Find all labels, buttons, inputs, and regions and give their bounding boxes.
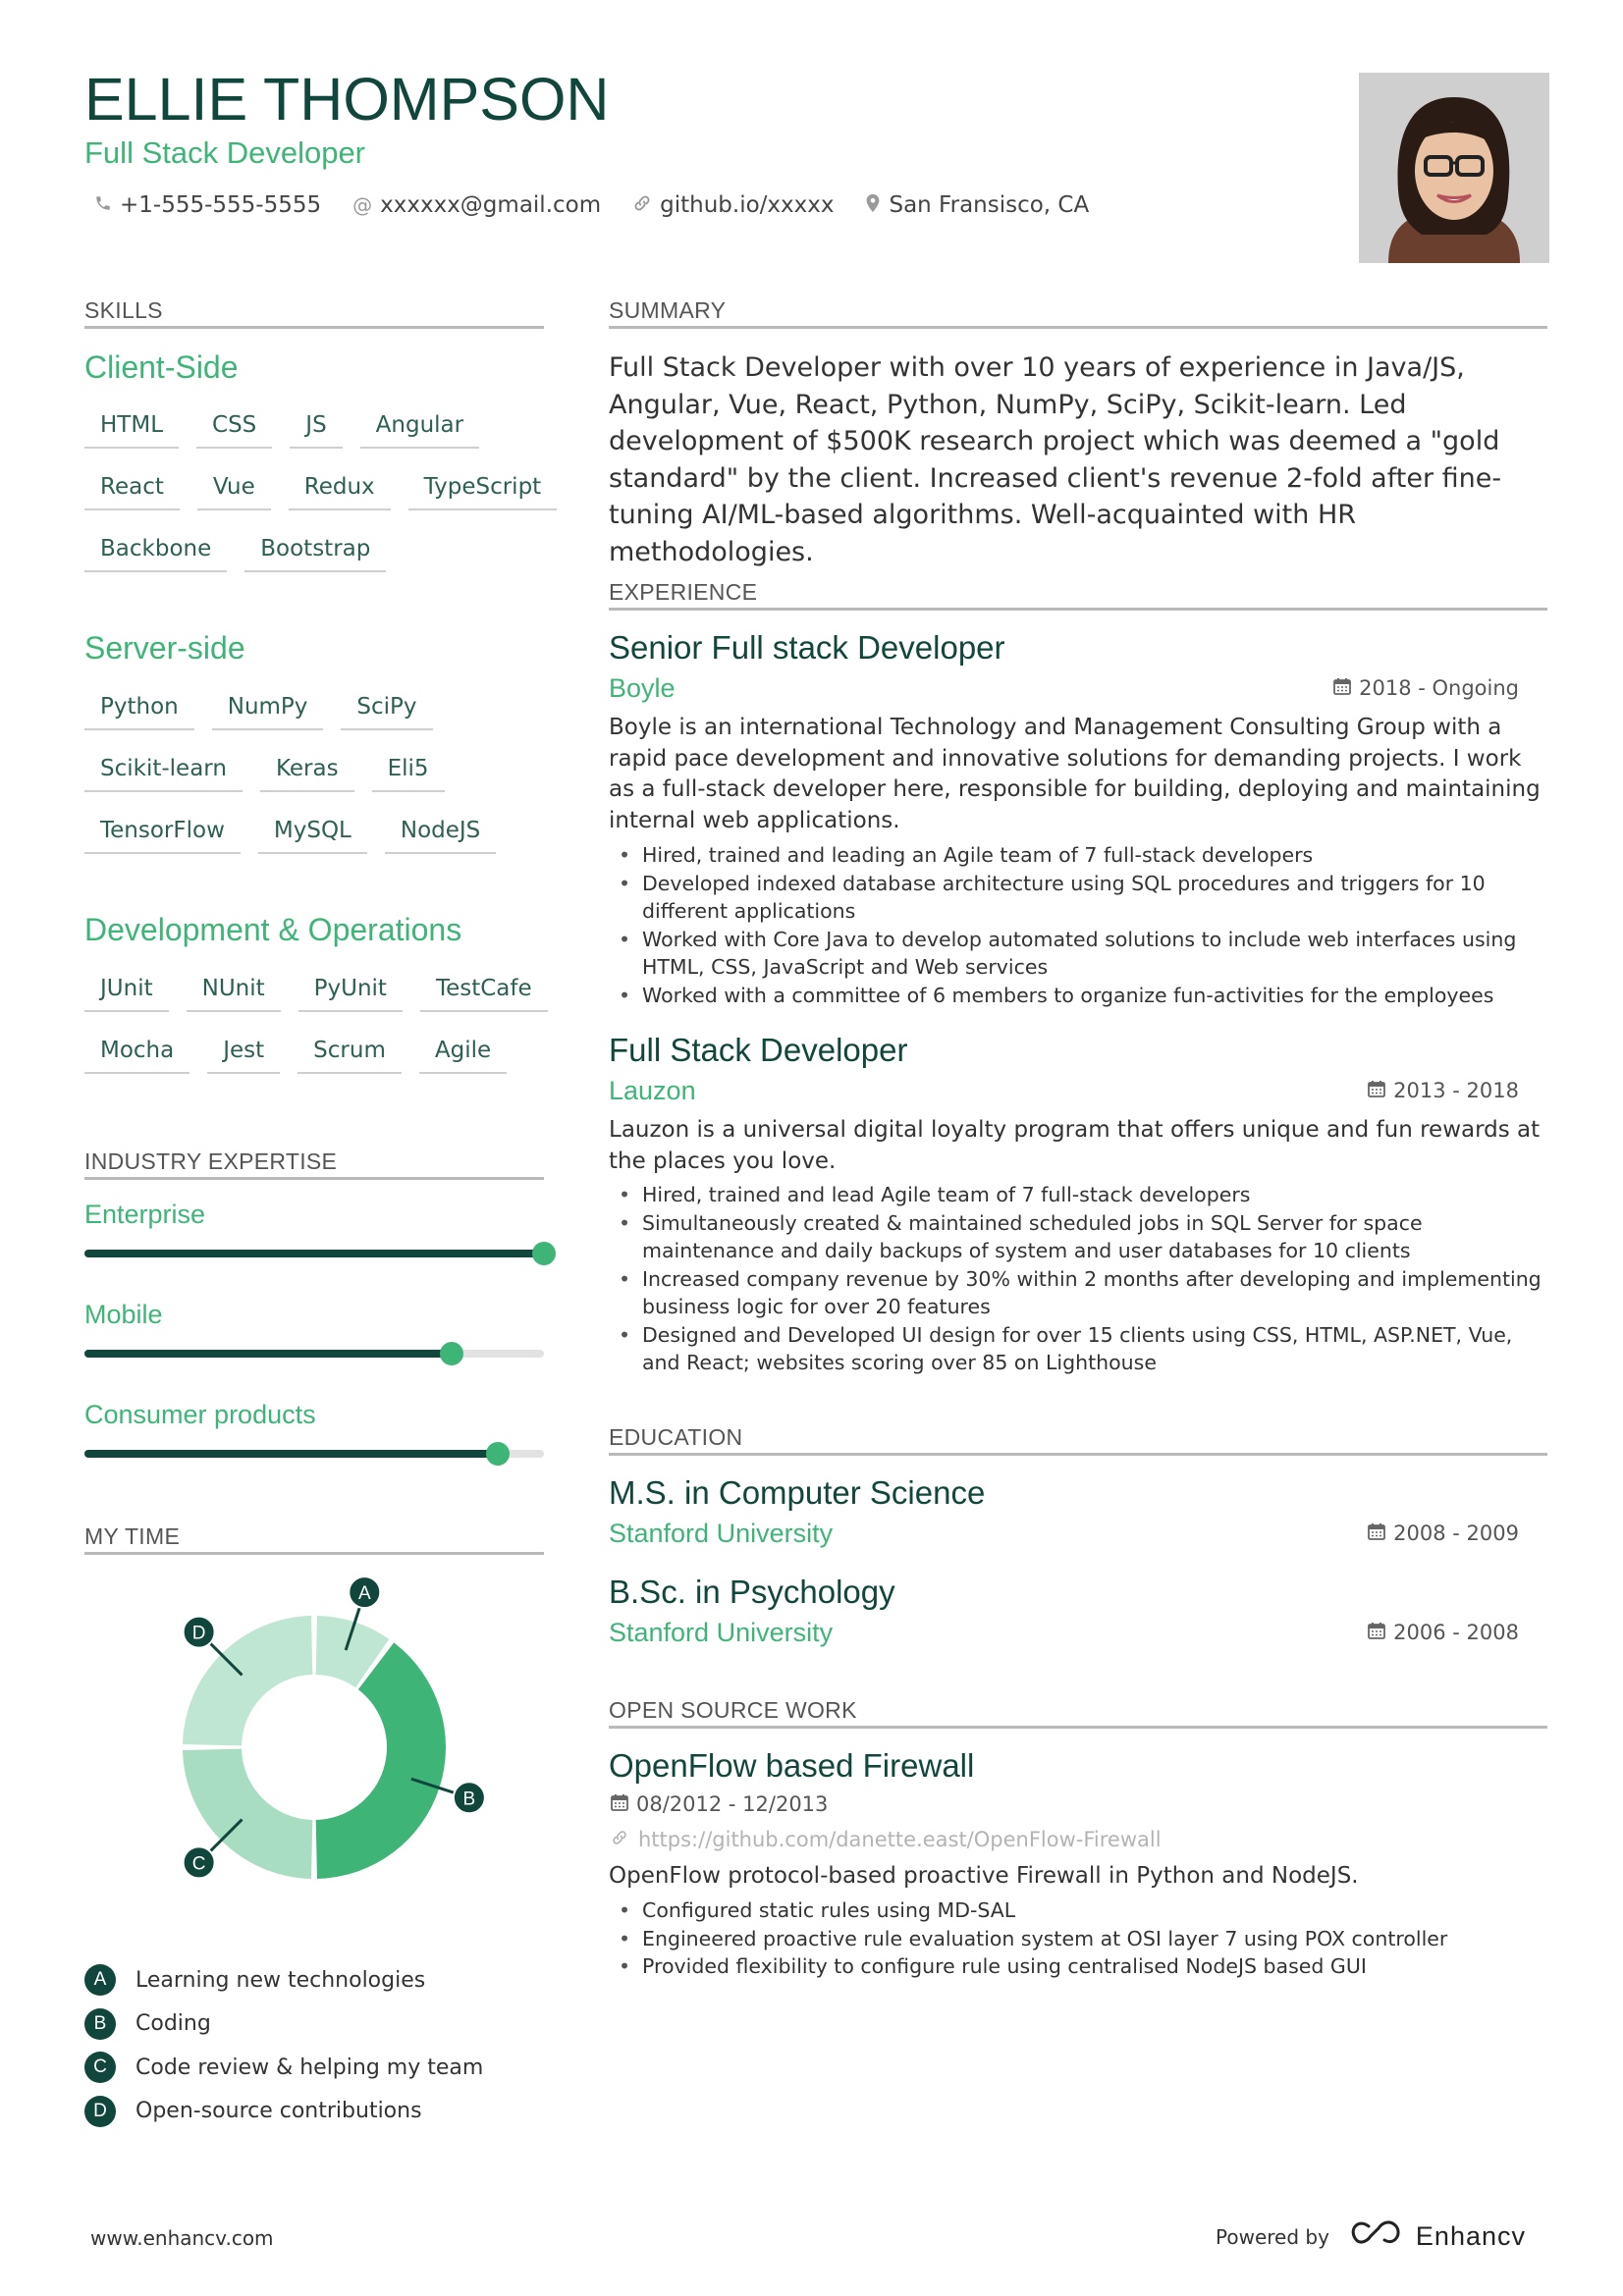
project-link-text[interactable]: https://github.com/danette.east/OpenFlow-Firewall	[638, 1828, 1162, 1851]
school-name: Stanford University	[609, 1618, 834, 1647]
skill-tag: TestCafe	[420, 972, 548, 1012]
skill-tag: NUnit	[187, 972, 281, 1012]
legend-badge: D	[84, 2096, 116, 2127]
project-link[interactable]	[611, 1828, 1162, 1851]
skill-tag: Scrum	[298, 1034, 402, 1074]
skill-tag: Keras	[260, 752, 354, 792]
bullet-item: • Hired, trained and leading an Agile team of 7 full-stack developers	[609, 841, 1551, 870]
education-dates	[1368, 1621, 1519, 1644]
my-time-heading: MY TIME	[84, 1523, 181, 1549]
skills-divider	[84, 326, 544, 329]
brand-name: Enhancv	[1415, 2221, 1526, 2251]
calendar-icon	[1368, 1522, 1385, 1545]
calendar-icon	[611, 1792, 628, 1816]
skill-tag: CSS	[196, 408, 272, 449]
enhancv-logo-icon	[1349, 2220, 1404, 2253]
skill-tag-row	[84, 972, 548, 1012]
legend-label: Open-source contributions	[135, 2099, 422, 2124]
skill-tag: Scikit-learn	[84, 752, 243, 792]
job-description: Lauzon is a universal digital loyalty program that offers unique and fun rewards at the places you love.	[609, 1117, 1541, 1174]
skill-tag: Angular	[360, 408, 479, 449]
bullet-item: • Hired, trained and lead Agile team of 7 full-stack developers	[609, 1181, 1551, 1209]
skill-group-title: Client-Side	[84, 349, 239, 385]
expertise-bar-fill	[84, 1350, 452, 1358]
skill-tag: Vue	[197, 470, 271, 510]
calendar-icon	[1368, 1621, 1385, 1644]
time-legend	[84, 1958, 483, 2133]
project-dates-text: 08/2012 - 12/2013	[636, 1792, 829, 1816]
experience-heading: EXPERIENCE	[609, 579, 758, 605]
expertise-bar	[84, 1450, 544, 1458]
donut-slice-b	[316, 1642, 446, 1879]
contact-phone-text: +1-555-555-5555	[120, 192, 322, 218]
contact-website-text: github.io/xxxxx	[660, 192, 835, 218]
skill-tag: Bootstrap	[244, 532, 386, 572]
skills-heading: SKILLS	[84, 297, 163, 323]
legend-item	[84, 2002, 483, 2047]
contact-phone	[94, 192, 321, 218]
skill-tag-row	[84, 690, 433, 730]
skill-tag: Jest	[207, 1034, 280, 1074]
degree-title: B.Sc. in Psychology	[609, 1574, 895, 1610]
bullet-item: • Engineered proactive rule evaluation system at OSI layer 7 using POX controller	[609, 1925, 1551, 1953]
legend-item	[84, 2046, 483, 2090]
expertise-bar-knob	[486, 1442, 510, 1466]
skill-tag: JS	[290, 408, 342, 449]
contact-website[interactable]	[632, 192, 834, 218]
bullet-item: • Simultaneously created & maintained scheduled jobs in SQL Server for space maintenance and daily backups of system and user databases for 10 clients	[609, 1209, 1551, 1265]
skill-tag: HTML	[84, 408, 179, 449]
project-description: OpenFlow protocol-based proactive Firewall in Python and NodeJS.	[609, 1863, 1359, 1889]
legend-label: Coding	[135, 2011, 211, 2037]
skill-group-title: Development & Operations	[84, 912, 462, 947]
skill-tag-row	[84, 752, 445, 792]
expertise-bar-knob	[532, 1242, 556, 1265]
contact-bar	[94, 192, 1089, 218]
skill-tag-row	[84, 1034, 507, 1074]
expertise-bar-knob	[440, 1342, 463, 1365]
expertise-label: Enterprise	[84, 1200, 206, 1229]
job-title: Full Stack Developer	[609, 1032, 908, 1068]
bullet-item: • Developed indexed database architecture using SQL procedures and triggers for 10 different applications	[609, 870, 1551, 926]
skill-tag: NodeJS	[385, 814, 496, 854]
education-dates	[1368, 1522, 1519, 1545]
open-source-divider	[609, 1726, 1547, 1729]
at-icon: @	[352, 193, 373, 217]
company-name: Boyle	[609, 673, 676, 703]
contact-email-text: xxxxxx@gmail.com	[380, 192, 602, 218]
bullet-item: • Worked with Core Java to develop automated solutions to include web interfaces using HTML, CSS, JavaScript and Web services	[609, 926, 1551, 982]
bullet-item: • Provided flexibility to configure rule using centralised NodeJS based GUI	[609, 1952, 1551, 1981]
skill-tag: Agile	[419, 1034, 507, 1074]
skill-tag: Eli5	[372, 752, 445, 792]
education-divider	[609, 1453, 1547, 1456]
summary-divider	[609, 326, 1547, 329]
skill-tag-row	[84, 408, 479, 449]
legend-badge: B	[84, 2008, 116, 2040]
link-icon	[632, 193, 652, 218]
bullet-item: • Increased company revenue by 30% within 2 months after developing and implementing business logic for over 20 features	[609, 1265, 1551, 1321]
skill-tag: TensorFlow	[84, 814, 241, 854]
skill-tag: PyUnit	[298, 972, 403, 1012]
open-source-heading: OPEN SOURCE WORK	[609, 1697, 857, 1723]
skill-tag: NumPy	[212, 690, 324, 730]
donut-label-text: B	[462, 1789, 476, 1810]
contact-email[interactable]	[352, 192, 601, 218]
job-title: Senior Full stack Developer	[609, 629, 1005, 666]
skill-tags-server	[84, 690, 556, 876]
profile-photo	[1359, 73, 1549, 263]
calendar-icon	[1368, 1079, 1385, 1102]
expertise-bar-fill	[84, 1450, 498, 1458]
footer-branding	[1216, 2220, 1526, 2253]
contact-location-text: San Fransisco, CA	[889, 192, 1090, 218]
brand-logo[interactable]	[1349, 2220, 1526, 2253]
location-pin-icon	[865, 193, 881, 218]
project-dates	[611, 1792, 828, 1816]
company-name: Lauzon	[609, 1076, 696, 1105]
legend-badge: A	[84, 1964, 116, 1996]
expertise-heading: INDUSTRY EXPERTISE	[84, 1148, 338, 1174]
expertise-bar	[84, 1350, 544, 1358]
legend-label: Learning new technologies	[135, 1967, 426, 1993]
expertise-divider	[84, 1177, 544, 1180]
bullet-item: • Configured static rules using MD-SAL	[609, 1896, 1551, 1925]
expertise-bar	[84, 1250, 544, 1257]
skill-tag: JUnit	[84, 972, 169, 1012]
donut-label-text: A	[357, 1583, 371, 1605]
job-dates	[1333, 676, 1519, 700]
summary-text: Full Stack Developer with over 10 years of experience in Java/JS, Angular, Vue, React, Python, NumPy, SciPy, Scikit-learn. Led development of $500K research project which was deemed a "gold standard" by the client. Increased client's revenue 2-fold after fine-tuning AI/ML-based algorithms. Well-acquainted with HR methodologies.	[609, 352, 1502, 567]
school-name: Stanford University	[609, 1519, 834, 1548]
skill-tags-devops	[84, 972, 556, 1095]
education-dates-text: 2006 - 2008	[1393, 1621, 1519, 1644]
expertise-bar-fill	[84, 1250, 544, 1257]
phone-icon	[94, 193, 112, 217]
project-bullets	[609, 1896, 1551, 1981]
contact-location	[865, 192, 1089, 218]
bullet-item: • Designed and Developed UI design for over 15 clients using CSS, HTML, ASP.NET, Vue, and React; websites scoring over 85 on Lighthouse	[609, 1321, 1551, 1377]
skill-tag: React	[84, 470, 180, 510]
job-bullets	[609, 841, 1551, 1009]
skill-group-title: Server-side	[84, 630, 245, 666]
legend-item	[84, 2090, 483, 2134]
skill-tag: MySQL	[258, 814, 367, 854]
my-time-divider	[84, 1552, 544, 1555]
job-description: Boyle is an international Technology and Management Consulting Group with a rapid pace development and innovative solutions for demanding projects. I work as a full-stack developer here, responsible for building, deploying and maintaining internal web applications.	[609, 715, 1541, 833]
job-dates	[1368, 1079, 1519, 1102]
footer-website[interactable]: www.enhancv.com	[90, 2226, 274, 2250]
skill-tag: TypeScript	[408, 470, 558, 510]
project-title: OpenFlow based Firewall	[609, 1747, 975, 1784]
expertise-label: Consumer products	[84, 1400, 316, 1429]
bullet-item: • Worked with a committee of 6 members to organize fun-activities for the employees	[609, 982, 1551, 1010]
skill-tag: SciPy	[341, 690, 432, 730]
powered-by-text: Powered by	[1216, 2224, 1329, 2249]
experience-divider	[609, 608, 1547, 611]
skill-tag: Redux	[289, 470, 391, 510]
legend-label: Code review & helping my team	[135, 2055, 484, 2080]
legend-item	[84, 1958, 483, 2002]
education-heading: EDUCATION	[609, 1424, 743, 1450]
legend-badge: C	[84, 2052, 116, 2083]
skill-tags-client	[84, 408, 556, 594]
calendar-icon	[1333, 676, 1351, 700]
time-donut-chart	[137, 1583, 476, 1893]
link-icon	[611, 1828, 628, 1851]
donut-label-text: C	[191, 1853, 206, 1875]
skill-tag-row	[84, 470, 557, 510]
summary-heading: SUMMARY	[609, 297, 727, 323]
expertise-label: Mobile	[84, 1300, 163, 1329]
skill-tag-row	[84, 532, 386, 572]
skill-tag: Python	[84, 690, 194, 730]
degree-title: M.S. in Computer Science	[609, 1474, 986, 1511]
skill-tag: Backbone	[84, 532, 227, 572]
job-bullets	[609, 1181, 1551, 1377]
candidate-title: Full Stack Developer	[84, 135, 366, 170]
donut-label-text: D	[191, 1623, 206, 1644]
skill-tag-row	[84, 814, 496, 854]
job-dates-text: 2013 - 2018	[1393, 1079, 1519, 1102]
job-dates-text: 2018 - Ongoing	[1359, 676, 1519, 700]
education-dates-text: 2008 - 2009	[1393, 1522, 1519, 1545]
skill-tag: Mocha	[84, 1034, 189, 1074]
candidate-name: ELLIE THOMPSON	[84, 66, 610, 133]
